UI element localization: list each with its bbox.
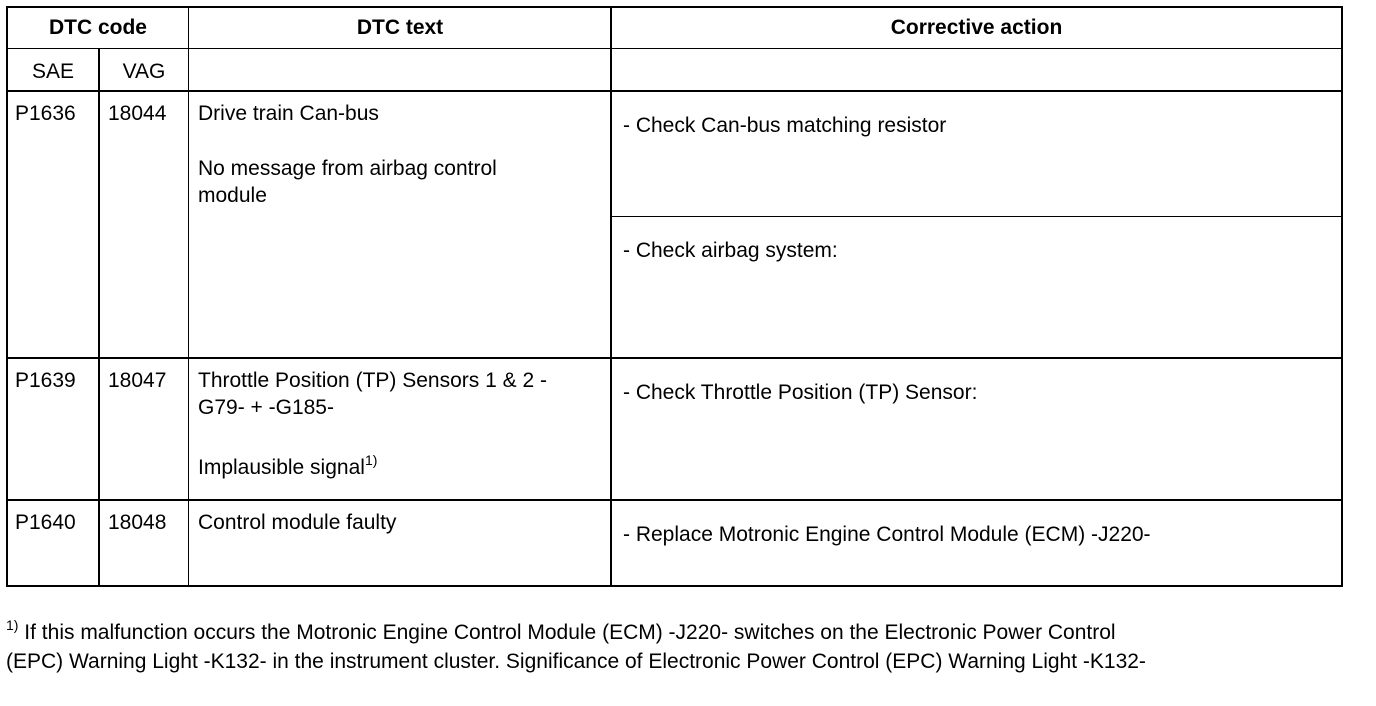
dtc-text-title: Throttle Position (TP) Sensors 1 & 2 - [198, 369, 547, 392]
header-dtc-code: DTC code [48, 16, 147, 39]
col-divider-sae-vag [98, 48, 100, 587]
col-divider-text-action [610, 6, 612, 587]
corrective-action: - Replace Motronic Engine Control Module (ECM) -J220- [623, 523, 1151, 546]
subheader-divider [6, 90, 1343, 92]
dtc-text-detail-label: Implausible signal [198, 456, 365, 479]
footnote-line-1 [6, 617, 1116, 645]
sae-code: P1639 [15, 369, 76, 392]
dtc-text-detail-cont: module [198, 184, 267, 207]
header-dtc-text: DTC text [356, 16, 444, 39]
table-border-bottom [6, 585, 1343, 587]
footnote-text: If this malfunction occurs the Motronic Engine Control Module (ECM) -J220- switches on the Electronic Power Control [24, 621, 1116, 644]
subheader-sae: SAE [31, 60, 75, 83]
dtc-text-title-cont: G79- + -G185- [198, 396, 334, 419]
table-border-right [1341, 6, 1343, 587]
table-border-left [6, 6, 8, 587]
corrective-action: - Check Throttle Position (TP) Sensor: [623, 381, 978, 404]
dtc-text-title: Drive train Can-bus [198, 102, 379, 125]
col-divider-code-text [188, 6, 189, 587]
footnote-marker: 1) [6, 617, 19, 633]
row-divider-1 [6, 357, 1343, 359]
corrective-action: - Check Can-bus matching resistor [623, 114, 947, 137]
subheader-vag: VAG [122, 60, 166, 83]
action-divider-1 [611, 216, 1343, 217]
row-divider-2 [6, 499, 1343, 501]
table-border-top [6, 6, 1343, 8]
corrective-action: - Check airbag system: [623, 239, 838, 262]
header-divider [6, 48, 1343, 49]
dtc-text-detail: No message from airbag control [198, 157, 497, 180]
dtc-text-title: Control module faulty [198, 511, 397, 534]
vag-code: 18048 [108, 511, 167, 534]
header-corrective-action: Corrective action [890, 16, 1063, 39]
sae-code: P1636 [15, 102, 76, 125]
sae-code: P1640 [15, 511, 76, 534]
footnote-ref: 1) [364, 452, 378, 468]
footnote-line-2: (EPC) Warning Light -K132- in the instrument cluster. Significance of Electronic Power Control (EPC) Warning Light -K132- [6, 650, 1146, 673]
vag-code: 18044 [108, 102, 167, 125]
vag-code: 18047 [108, 369, 167, 392]
dtc-text-detail [198, 452, 378, 480]
